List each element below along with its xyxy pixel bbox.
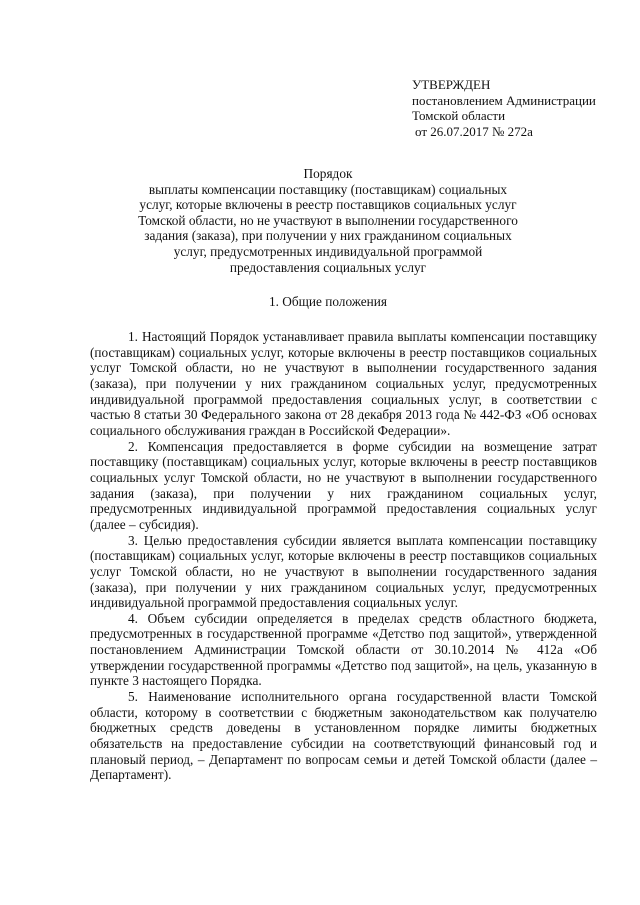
document-title <box>118 166 538 275</box>
title-line: предоставления социальных услуг <box>229 259 427 275</box>
title-line: услуг, которые включены в реестр поставщиков социальных услуг <box>139 197 517 213</box>
approval-heading: УТВЕРЖДЕН <box>412 77 491 92</box>
title-line: задания (заказа), при получении у них гражданином социальных <box>144 228 512 244</box>
title-line: выплаты компенсации поставщику (поставщикам) социальных <box>148 181 508 197</box>
paragraph-5: 5. Наименование исполнительного органа государственной власти Томской области, которому в соответствии с бюджетным законодательством как получателю бюджетных средств доведены в установленном порядке лимиты бюджетных обязательств на предоставление субсидии на соответствующий финансовый год и плановый период, – Департамент по вопросам семьи и детей Томской области (далее – Департамент). <box>90 689 597 783</box>
document-body <box>90 329 597 783</box>
approval-region: Томской области <box>412 108 506 123</box>
approval-date-number: от 26.07.2017 № 272а <box>415 123 533 139</box>
title-line: Томской области, но не участвуют в выполнении государственного <box>138 212 518 228</box>
title-line: Порядок <box>303 166 353 181</box>
paragraph-4: 4. Объем субсидии определяется в пределах средств областного бюджета, предусмотренных в государственной программе «Детство под защитой», утвержденной постановлением Администрации Томской области от 30.10.2014 № 412а «Об утверждении государственной программы «Детство под защитой», на цель, указанную в пункте 3 настоящего Порядка. <box>90 610 597 689</box>
paragraph-3: 3. Целью предоставления субсидии является выплата компенсации поставщику (поставщикам) социальных услуг, которые включены в реестр поставщиков социальных услуг Томской области, но не участвуют в выполнении государственного задания (заказа), при получении у них гражданином социальных услуг, предусмотренных индивидуальной программой предоставления социальных услуг. <box>90 532 597 611</box>
approval-resolution: постановлением Администрации <box>412 92 596 108</box>
approval-stamp <box>412 77 622 139</box>
title-line: услуг, предусмотренных индивидуальной программой <box>173 243 483 259</box>
paragraph-2: 2. Компенсация предоставляется в форме субсидии на возмещение затрат поставщику (поставщикам) социальных услуг, которые включены в реестр поставщиков социальных услуг Томской области, но не участвуют в выполнении государственного задания (заказа), при получении у них гражданином социальных услуг, предусмотренных индивидуальной программой предоставления социальных услуг (далее – субсидия). <box>90 438 597 532</box>
paragraph-1: 1. Настоящий Порядок устанавливает правила выплаты компенсации поставщику (поставщикам) социальных услуг, которые включены в реестр поставщиков социальных услуг Томской области, но не участвуют в выполнении государственного задания (заказа), при получении у них гражданином социальных услуг, предусмотренных индивидуальной программой предоставления социальных услуг, в соответствии с частью 8 статьи 30 Федерального закона от 28 декабря 2013 года № 442-ФЗ «Об основах социального обслуживания граждан в Российской Федерации». <box>90 329 597 438</box>
section-heading: 1. Общие положения <box>268 294 388 309</box>
